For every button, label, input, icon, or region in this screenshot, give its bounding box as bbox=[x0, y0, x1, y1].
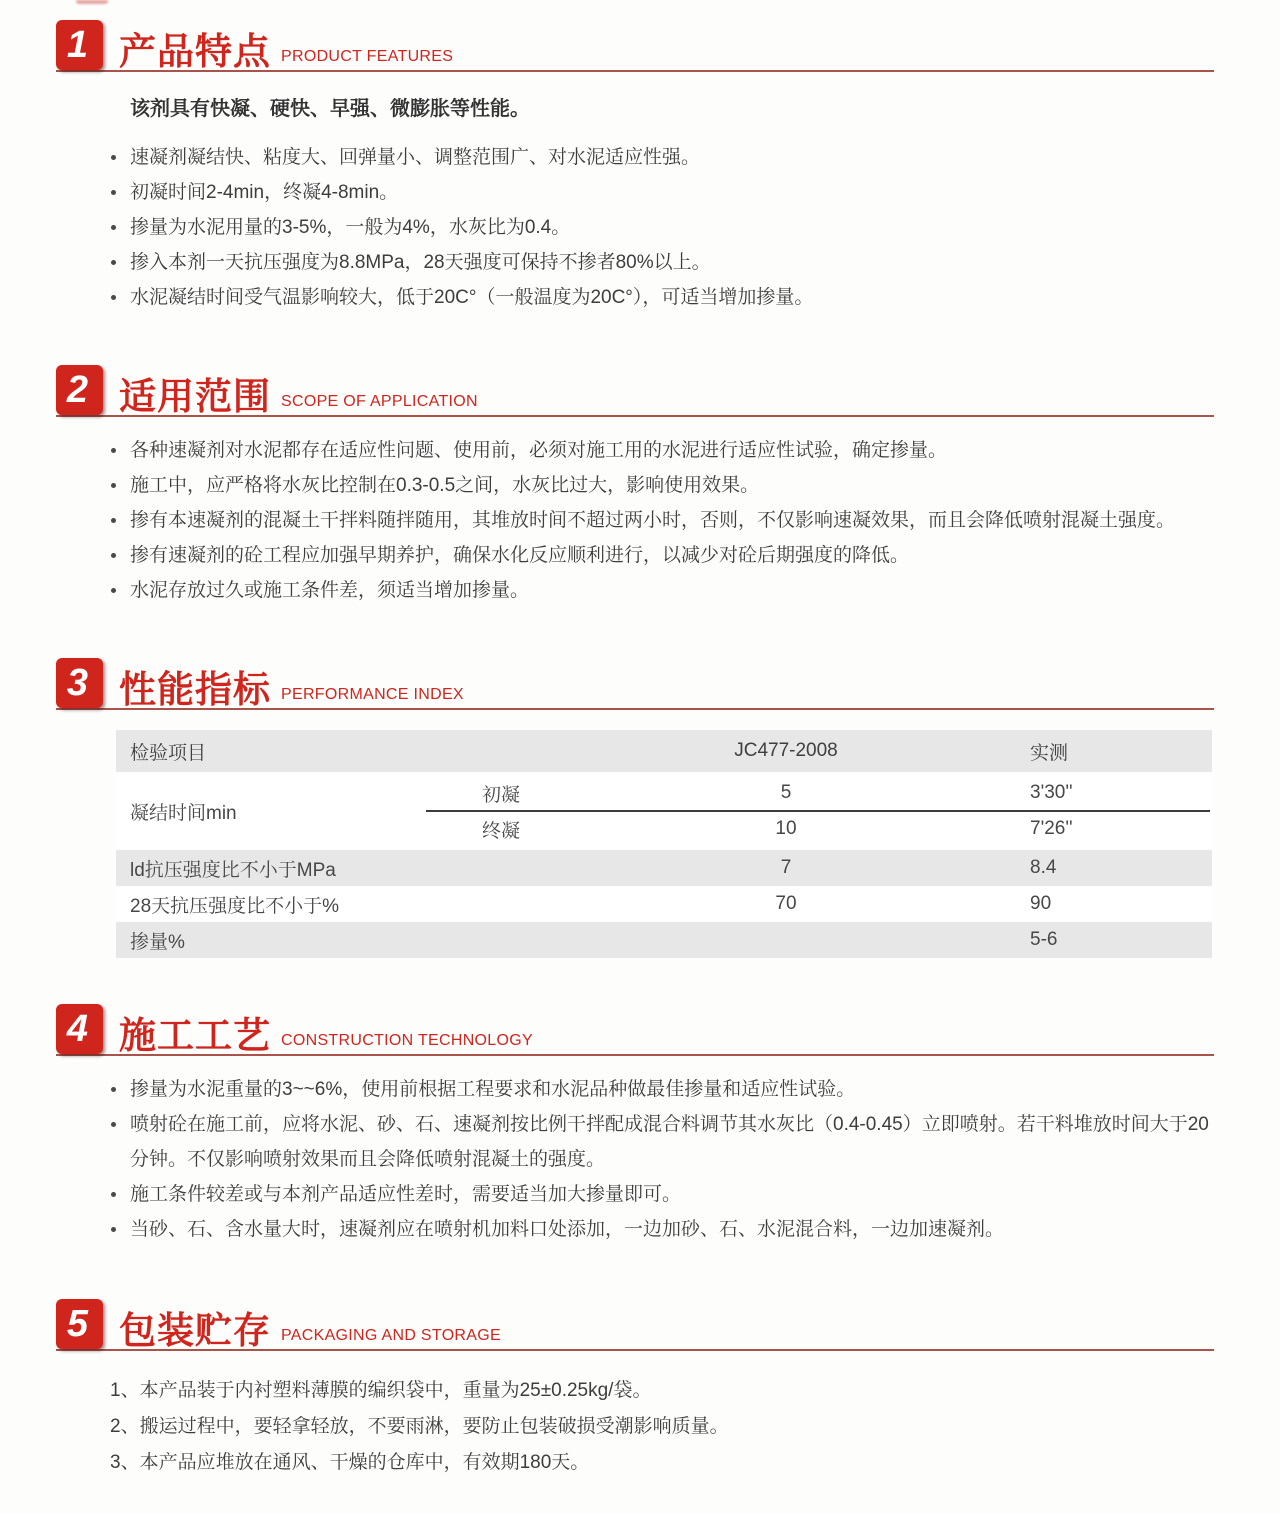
bullet-item: 掺量为水泥用量的3-5%，一般为4%，水灰比为0.4。 bbox=[108, 210, 1214, 245]
section-product-features bbox=[56, 20, 1214, 315]
performance-table bbox=[116, 730, 1212, 958]
numbered-list bbox=[110, 1373, 1214, 1481]
section-title-en: SCOPE OF APPLICATION bbox=[281, 393, 478, 410]
section-title-en: CONSTRUCTION TECHNOLOGY bbox=[281, 1032, 533, 1049]
row-item-label: 28天抗压强度比不小于% bbox=[130, 895, 340, 917]
numbered-item: 1、本产品装于内衬塑料薄膜的编织袋中，重量为25±0.25kg/袋。 bbox=[110, 1380, 652, 1401]
bullet-list bbox=[108, 433, 1214, 608]
section-number: 2 bbox=[66, 369, 89, 411]
bullet-item: 喷射砼在施工前，应将水泥、砂、石、速凝剂按比例干拌配成混合料调节其水灰比（0.4-0.45）立即喷射。若干料堆放时间大于20分钟。不仅影响喷射效果而且会降低喷射混凝土的强度。 bbox=[108, 1107, 1214, 1177]
table-header-row bbox=[116, 730, 1212, 772]
measured-value: 90 bbox=[1030, 893, 1052, 914]
table-row-1d-strength bbox=[116, 850, 1212, 886]
table-row-setting-time bbox=[116, 772, 1212, 850]
setting-sub-block bbox=[426, 776, 1212, 846]
section-2-header bbox=[56, 365, 1214, 417]
bullet-item: 水泥凝结时间受气温影响较大，低于20C°（一般温度为20C°），可适当增加掺量。 bbox=[108, 280, 1214, 315]
col-header-measured: 实测 bbox=[1030, 742, 1069, 764]
section-title-cn: 施工工艺 bbox=[119, 1014, 271, 1056]
section-intro: 该剂具有快凝、硬快、早强、微膨胀等性能。 bbox=[130, 98, 530, 120]
section-4-number-badge bbox=[56, 1004, 103, 1054]
section-packaging-storage bbox=[56, 1299, 1214, 1481]
section-4-header bbox=[56, 1004, 1214, 1056]
section-3-number-badge bbox=[56, 658, 103, 708]
section-3-header bbox=[56, 658, 1214, 710]
section-1-header bbox=[56, 20, 1214, 72]
section-5-number-badge bbox=[56, 1299, 103, 1349]
sub-row-final-set bbox=[426, 812, 1212, 846]
measured-value: 7'26'' bbox=[1030, 818, 1073, 839]
bullet-item: 掺入本剂一天抗压强度为8.8MPa，28天强度可保持不掺者80%以上。 bbox=[108, 245, 1214, 280]
bullet-list bbox=[108, 1072, 1214, 1247]
section-number: 1 bbox=[66, 24, 89, 66]
measured-value: 8.4 bbox=[1030, 857, 1057, 878]
section-number: 3 bbox=[66, 662, 89, 704]
bullet-item: 掺量为水泥重量的3~~6%，使用前根据工程要求和水泥品种做最佳掺量和适应性试验。 bbox=[108, 1072, 1214, 1107]
table-row-dosage bbox=[116, 922, 1212, 958]
section-scope-of-application bbox=[56, 365, 1214, 608]
bullet-list bbox=[108, 140, 1214, 315]
measured-value: 5-6 bbox=[1030, 929, 1058, 950]
bullet-item: 施工中，应严格将水灰比控制在0.3-0.5之间，水灰比过大，影响使用效果。 bbox=[108, 468, 1214, 503]
section-number: 5 bbox=[66, 1303, 89, 1345]
row-item-label: ld抗压强度比不小于MPa bbox=[130, 859, 336, 881]
sub-label: 初凝 bbox=[481, 784, 520, 806]
section-title-cn: 适用范围 bbox=[119, 375, 271, 417]
bullet-item: 施工条件较差或与本剂产品适应性差时，需要适当加大掺量即可。 bbox=[108, 1177, 1214, 1212]
standard-value: 7 bbox=[780, 857, 792, 878]
table-row-28d-strength bbox=[116, 886, 1212, 922]
section-title-en: PERFORMANCE INDEX bbox=[281, 686, 464, 703]
section-title-en: PRODUCT FEATURES bbox=[281, 48, 454, 65]
sub-row-initial-set bbox=[426, 776, 1212, 810]
section-1-number-badge bbox=[56, 20, 103, 70]
section-construction-technology bbox=[56, 1004, 1214, 1247]
section-title-en: PACKAGING AND STORAGE bbox=[281, 1327, 501, 1344]
section-title-cn: 包装贮存 bbox=[119, 1309, 271, 1351]
measured-value: 3'30'' bbox=[1030, 782, 1073, 803]
standard-value: 70 bbox=[775, 893, 797, 914]
numbered-item: 3、本产品应堆放在通风、干燥的仓库中，有效期180天。 bbox=[110, 1452, 590, 1473]
bullet-item: 各种速凝剂对水泥都存在适应性问题、使用前，必须对施工用的水泥进行适应性试验，确定掺量。 bbox=[108, 433, 1214, 468]
stray-red-mark bbox=[76, 0, 108, 4]
col-header-item: 检验项目 bbox=[130, 742, 207, 764]
numbered-item: 2、搬运过程中，要轻拿轻放，不要雨淋，要防止包装破损受潮影响质量。 bbox=[110, 1416, 729, 1437]
bullet-item: 掺有本速凝剂的混凝土干拌料随拌随用，其堆放时间不超过两小时，否则，不仅影响速凝效果，而且会降低喷射混凝土强度。 bbox=[108, 503, 1214, 538]
section-2-number-badge bbox=[56, 365, 103, 415]
col-header-standard: JC477-2008 bbox=[734, 740, 838, 761]
standard-value: 10 bbox=[775, 818, 797, 839]
standard-value: 5 bbox=[780, 782, 792, 803]
bullet-item: 水泥存放过久或施工条件差，须适当增加掺量。 bbox=[108, 573, 1214, 608]
bullet-item: 掺有速凝剂的砼工程应加强早期养护，确保水化反应顺利进行，以减少对砼后期强度的降低。 bbox=[108, 538, 1214, 573]
bullet-item: 初凝时间2-4min，终凝4-8min。 bbox=[108, 175, 1214, 210]
section-number: 4 bbox=[66, 1008, 89, 1050]
section-5-header bbox=[56, 1299, 1214, 1351]
section-performance-index bbox=[56, 658, 1214, 958]
section-title-cn: 产品特点 bbox=[119, 30, 271, 72]
bullet-item: 速凝剂凝结快、粘度大、回弹量小、调整范围广、对水泥适应性强。 bbox=[108, 140, 1214, 175]
bullet-item: 当砂、石、含水量大时，速凝剂应在喷射机加料口处添加，一边加砂、石、水泥混合料，一边加速凝剂。 bbox=[108, 1212, 1214, 1247]
row-item-label: 凝结时间min bbox=[130, 802, 237, 824]
section-title-cn: 性能指标 bbox=[119, 668, 271, 710]
row-item-label: 掺量% bbox=[130, 931, 185, 953]
sub-label: 终凝 bbox=[481, 820, 520, 842]
